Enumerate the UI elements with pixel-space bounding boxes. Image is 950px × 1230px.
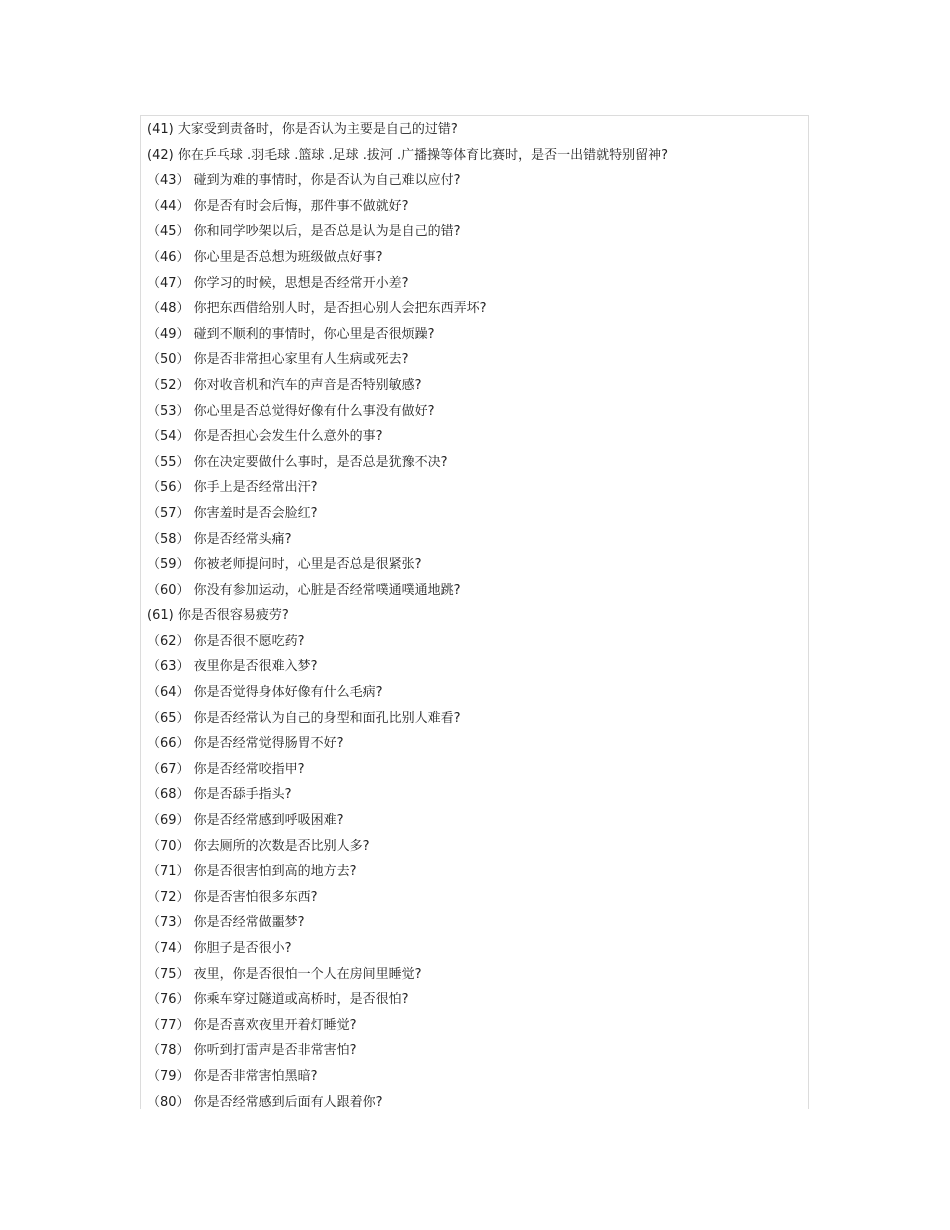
question-75: （75） 夜里，你是否很怕一个人在房间里睡觉? bbox=[147, 966, 422, 982]
question-65: （65） 你是否经常认为自己的身型和面孔比别人难看? bbox=[147, 710, 461, 726]
question-62: （62） 你是否很不愿吃药? bbox=[147, 633, 305, 649]
question-73: （73） 你是否经常做噩梦? bbox=[147, 915, 305, 931]
question-57: （57） 你害羞时是否会脸红? bbox=[147, 505, 318, 521]
question-53: （53） 你心里是否总觉得好像有什么事没有做好? bbox=[147, 403, 435, 419]
question-49: （49） 碰到不顺利的事情时，你心里是否很烦躁? bbox=[147, 326, 435, 342]
question-76: （76） 你乘车穿过隧道或高桥时，是否很怕? bbox=[147, 992, 409, 1008]
question-56: （56） 你手上是否经常出汗? bbox=[147, 480, 318, 496]
question-44: （44） 你是否有时会后悔，那件事不做就好? bbox=[147, 198, 409, 214]
question-58: （58） 你是否经常头痛? bbox=[147, 531, 292, 547]
question-64: （64） 你是否觉得身体好像有什么毛病? bbox=[147, 685, 383, 701]
question-79: （79） 你是否非常害怕黑暗? bbox=[147, 1068, 318, 1084]
question-46: （46） 你心里是否总想为班级做点好事? bbox=[147, 249, 383, 265]
question-61: (61) 你是否很容易疲劳? bbox=[147, 608, 289, 624]
question-42: (42) 你在乒乓球 .羽毛球 .篮球 .足球 .拔河 .广播操等体育比赛时，是否一出错就特别留神? bbox=[147, 147, 669, 163]
question-55: （55） 你在决定要做什么事时，是否总是犹豫不决? bbox=[147, 454, 448, 470]
question-80: （80） 你是否经常感到后面有人跟着你? bbox=[147, 1094, 383, 1110]
question-54: （54） 你是否担心会发生什么意外的事? bbox=[147, 429, 383, 445]
question-67: （67） 你是否经常咬指甲? bbox=[147, 761, 305, 777]
question-63: （63） 夜里你是否很难入梦? bbox=[147, 659, 318, 675]
question-70: （70） 你去厕所的次数是否比别人多? bbox=[147, 838, 370, 854]
question-72: （72） 你是否害怕很多东西? bbox=[147, 889, 318, 905]
question-66: （66） 你是否经常觉得肠胃不好? bbox=[147, 736, 344, 752]
question-68: （68） 你是否舔手指头? bbox=[147, 787, 292, 803]
question-45: （45） 你和同学吵架以后，是否总是认为是自己的错? bbox=[147, 224, 461, 240]
question-71: （71） 你是否很害怕到高的地方去? bbox=[147, 864, 357, 880]
question-60: （60） 你没有参加运动，心脏是否经常噗通噗通地跳? bbox=[147, 582, 461, 598]
question-41: (41) 大家受到责备时，你是否认为主要是自己的过错? bbox=[147, 122, 458, 137]
question-list bbox=[147, 117, 802, 1115]
question-59: （59） 你被老师提问时，心里是否总是很紧张? bbox=[147, 557, 422, 573]
question-47: （47） 你学习的时候，思想是否经常开小差? bbox=[147, 275, 409, 291]
question-52: （52） 你对收音机和汽车的声音是否特别敏感? bbox=[147, 377, 422, 393]
question-77: （77） 你是否喜欢夜里开着灯睡觉? bbox=[147, 1017, 357, 1033]
question-78: （78） 你听到打雷声是否非常害怕? bbox=[147, 1043, 357, 1059]
question-74: （74） 你胆子是否很小? bbox=[147, 941, 292, 956]
question-50: （50） 你是否非常担心家里有人生病或死去? bbox=[147, 352, 409, 368]
question-69: （69） 你是否经常感到呼吸困难? bbox=[147, 813, 344, 829]
question-43: （43） 碰到为难的事情时，你是否认为自己难以应付? bbox=[147, 173, 461, 189]
question-48: （48） 你把东西借给别人时，是否担心别人会把东西弄坏? bbox=[147, 301, 487, 317]
